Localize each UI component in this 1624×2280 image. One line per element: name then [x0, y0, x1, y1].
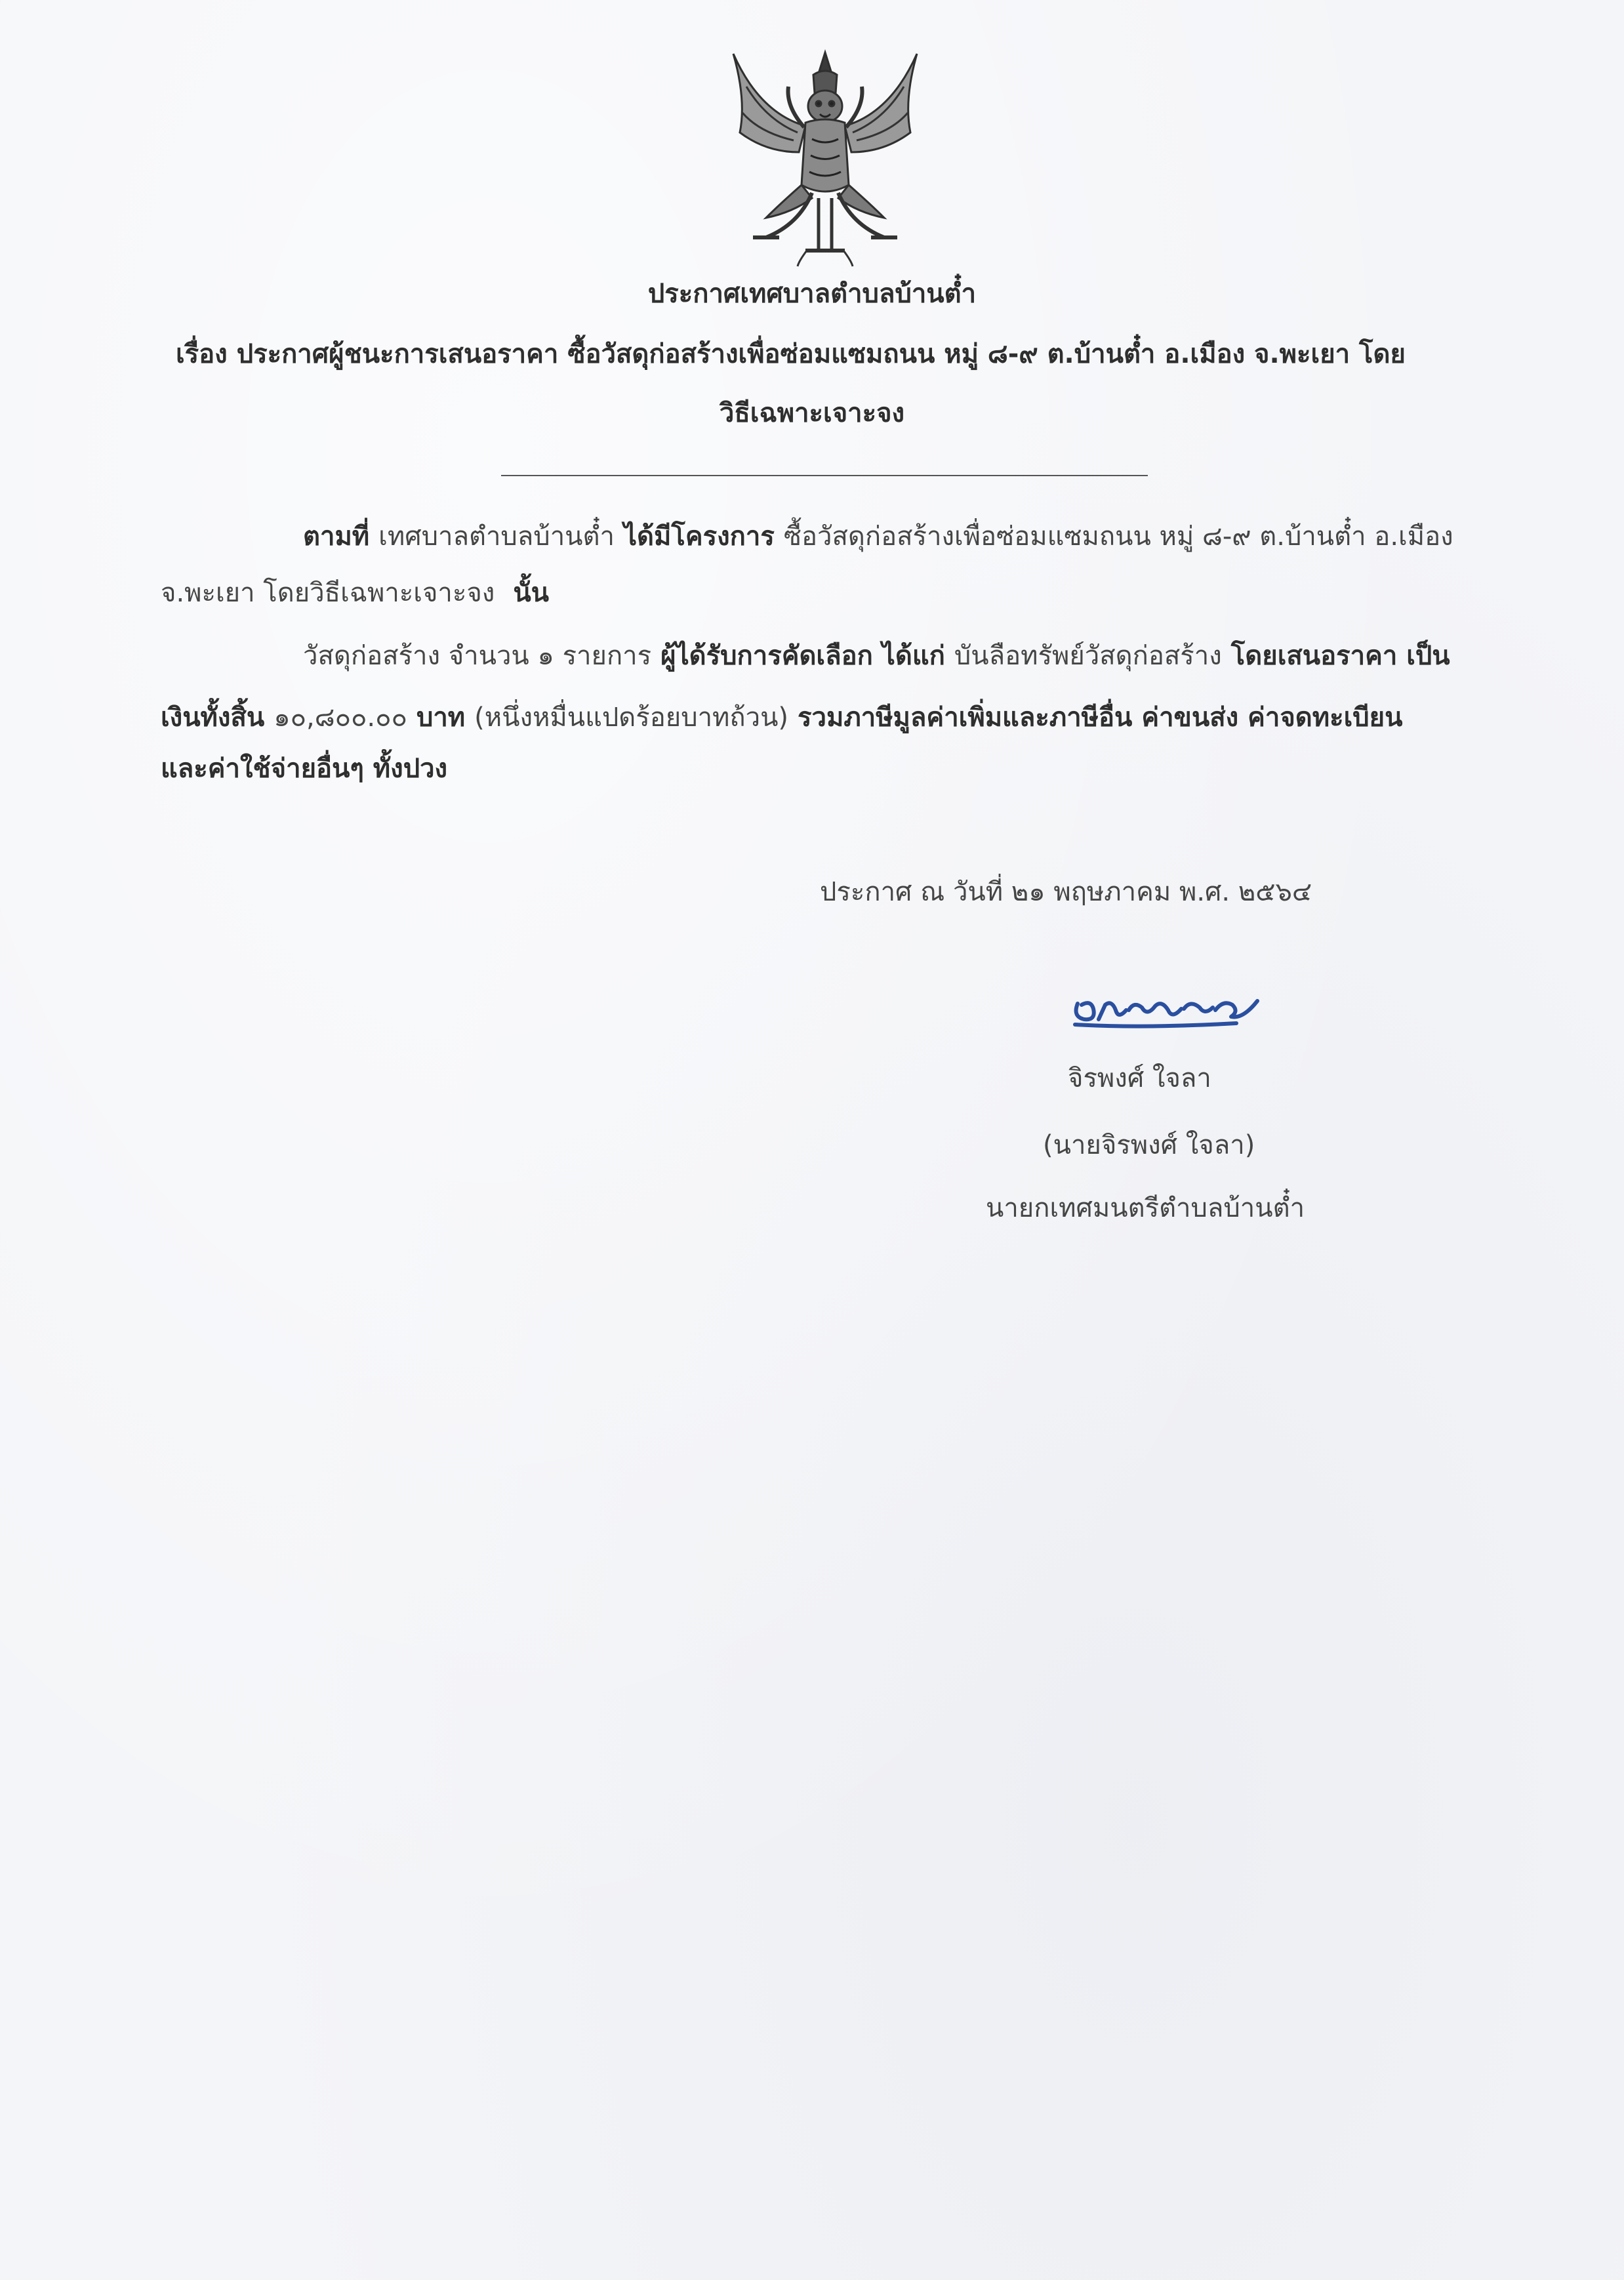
p2-amount-words: (หนึ่งหมื่นแปดร้อยบาทถ้วน) [474, 702, 789, 733]
garuda-emblem-icon [720, 41, 930, 272]
subject-label: เรื่อง [176, 339, 228, 369]
handwritten-signature [1066, 990, 1269, 1038]
p2-amount: ๑๐,๘๐๐.๐๐ [274, 702, 407, 733]
p2-vendor: บันลือทรัพย์วัสดุก่อสร้าง [954, 641, 1222, 671]
p1-project: ซื้อวัสดุก่อสร้างเพื่อซ่อมแซมถนน หมู่ ๘-๙ ต.บ้านต๋ำ อ.เมือง [783, 521, 1453, 552]
paragraph-2-line-1 [303, 636, 1450, 676]
p2-baht: บาท [416, 702, 466, 733]
signatory-name: จิรพงศ์ ใจลา [1068, 1063, 1211, 1093]
paragraph-1-line-1 [303, 517, 1453, 556]
signatory-full-name: (นายจิรพงศ์ ใจลา) [1043, 1130, 1255, 1160]
signatory-position: นายกเทศมนตรีตำบลบ้านต๋ำ [986, 1193, 1305, 1223]
heading-divider [501, 475, 1148, 476]
p2-selected-label: ผู้ได้รับการคัดเลือก ได้แก่ [660, 641, 945, 671]
p2-items: วัสดุก่อสร้าง จำนวน ๑ รายการ [303, 641, 652, 671]
subject-rest: ซื้อวัสดุก่อสร้างเพื่อซ่อมแซมถนน หมู่ ๘-๙ ต.บ้านต๋ำ อ.เมือง จ.พะเยา โดย [567, 339, 1406, 369]
subject-line-2: วิธีเฉพาะเจาะจง [719, 398, 905, 428]
p1-municipality: เทศบาลตำบลบ้านต๋ำ [378, 521, 615, 552]
p2-tax-note: รวมภาษีมูลค่าเพิ่มและภาษีอื่น ค่าขนส่ง ค่าจดทะเบียน [798, 702, 1403, 733]
p2-total-label: เงินทั้งสิ้น [161, 702, 265, 733]
subject-line [176, 335, 1406, 374]
p1-line2: จ.พะเยา โดยวิธีเฉพาะเจาะจง [161, 578, 495, 608]
paragraph-2-line-3: และค่าใช้จ่ายอื่นๆ ทั้งปวง [161, 754, 448, 784]
p2-price-label: โดยเสนอราคา เป็น [1230, 641, 1450, 671]
p1-lead: ตามที่ [303, 521, 370, 552]
announcement-date: ประกาศ ณ วันที่ ๒๑ พฤษภาคม พ.ศ. ๒๕๖๔ [820, 877, 1312, 907]
paragraph-1-line-2 [161, 573, 549, 613]
p1-line2-end: นั้น [513, 578, 550, 608]
p1-project-label: ได้มีโครงการ [623, 521, 775, 552]
paragraph-2-line-2 [161, 698, 1402, 737]
announcement-title: ประกาศเทศบาลตำบลบ้านต๋ำ [647, 279, 977, 309]
subject-bold: ประกาศผู้ชนะการเสนอราคา [236, 339, 559, 369]
